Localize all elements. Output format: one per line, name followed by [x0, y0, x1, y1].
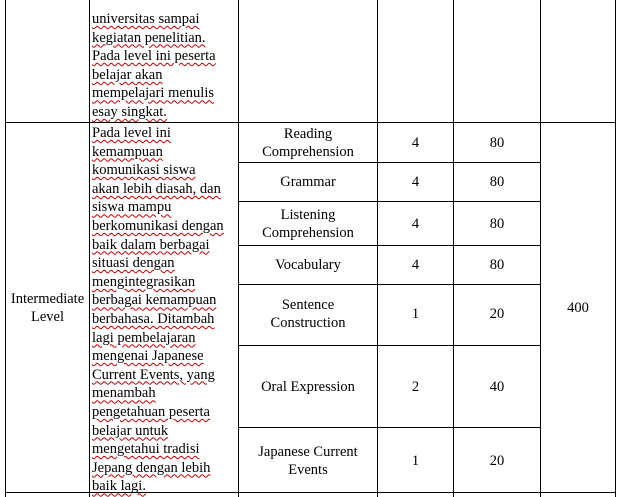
subject-name-line: Sentence: [281, 297, 335, 313]
grid-hline: [238, 201, 541, 202]
subject-count: 4: [411, 174, 420, 190]
grid-hline: [238, 162, 541, 163]
grid-hline: [238, 245, 541, 246]
level-label-line: Intermediate: [10, 291, 85, 307]
description-line: menambah: [92, 385, 156, 402]
description-line: siswa mampu: [92, 199, 172, 216]
subject-name-line: Comprehension: [262, 225, 354, 241]
level-label-line: Level: [30, 309, 64, 325]
subject-name: [239, 378, 377, 396]
grid-vline: [453, 0, 454, 497]
subject-score: 80: [489, 216, 505, 232]
subject-count: 1: [411, 306, 420, 322]
description-line: Pada level ini: [92, 125, 171, 141]
description-line: universitas sampai: [92, 11, 200, 27]
subject-name-line: Japanese Current: [258, 444, 358, 460]
grid-vline: [5, 0, 6, 497]
subject-score: 80: [489, 257, 505, 273]
subject-name-line: Events: [288, 462, 328, 478]
subject-name-line: Listening: [280, 207, 336, 223]
subject-name: [239, 443, 377, 479]
description-line: baik dalam berbagai: [92, 236, 210, 253]
subject-name-line: Comprehension: [262, 144, 354, 160]
subject-name-line: Reading: [283, 126, 333, 142]
subject-count: 4: [411, 135, 420, 151]
grid-hline: [238, 427, 541, 428]
description-line: mengetahui tradisi: [92, 441, 200, 458]
subject-score: 80: [489, 174, 505, 190]
top-row-description: [92, 10, 216, 122]
description-line: esay singkat.: [92, 103, 167, 120]
subject-score: 20: [489, 306, 505, 322]
description-line: Current Events, yang: [92, 366, 215, 383]
grid-vline: [540, 0, 541, 497]
description-line: pengetahuan peserta: [92, 403, 210, 420]
subject-name-line: Construction: [270, 315, 346, 331]
description-line: situasi dengan: [92, 255, 175, 272]
subject-name: [239, 173, 377, 191]
intermediate-description: [92, 124, 224, 496]
description-line: Jepang dengan lebih: [92, 459, 211, 476]
grid-hline: [238, 345, 541, 346]
grid-hline: [238, 284, 541, 285]
description-line: mengintegrasikan: [92, 273, 196, 290]
description-line: kegiatan penelitian.: [92, 29, 206, 46]
description-line: mengenai Japanese: [92, 348, 204, 365]
subject-name-line: Vocabulary: [275, 257, 341, 273]
subject-name: [239, 125, 377, 161]
subject-score: 80: [489, 135, 505, 151]
subject-count: 2: [411, 379, 420, 395]
description-line: berbahasa. Ditambah: [92, 310, 215, 327]
description-line: Pada level ini peserta: [92, 48, 216, 65]
description-line: baik lagi.: [92, 478, 146, 495]
description-line: lagi pembelajaran: [92, 329, 196, 346]
grid-vline: [377, 0, 378, 497]
total-score: 400: [567, 300, 589, 316]
description-line: belajar untuk: [92, 422, 169, 439]
subject-count: 1: [411, 453, 420, 469]
subject-score: 20: [489, 453, 505, 469]
subject-name-line: Grammar: [280, 174, 336, 190]
subject-name: [239, 296, 377, 332]
description-line: mempelajari menulis: [92, 85, 215, 102]
description-line: berkomunikasi dengan: [92, 217, 224, 234]
subject-count: 4: [411, 257, 420, 273]
description-line: berbagai kemampuan: [92, 292, 217, 309]
description-line: belajar akan: [92, 66, 163, 83]
subject-score: 40: [489, 379, 505, 395]
subject-name-line: Oral Expression: [261, 379, 355, 395]
grid-hline: [5, 122, 616, 123]
grid-vline: [238, 0, 239, 497]
description-line: kemampuan: [92, 143, 163, 160]
subject-name: [239, 206, 377, 242]
grid-vline: [615, 0, 616, 497]
level-label: [5, 290, 90, 326]
grid-vline: [89, 0, 90, 497]
subject-name: [239, 256, 377, 274]
description-line: akan lebih diasah, dan: [92, 180, 221, 197]
subject-count: 4: [411, 216, 420, 232]
description-line: komunikasi siswa: [92, 162, 196, 179]
